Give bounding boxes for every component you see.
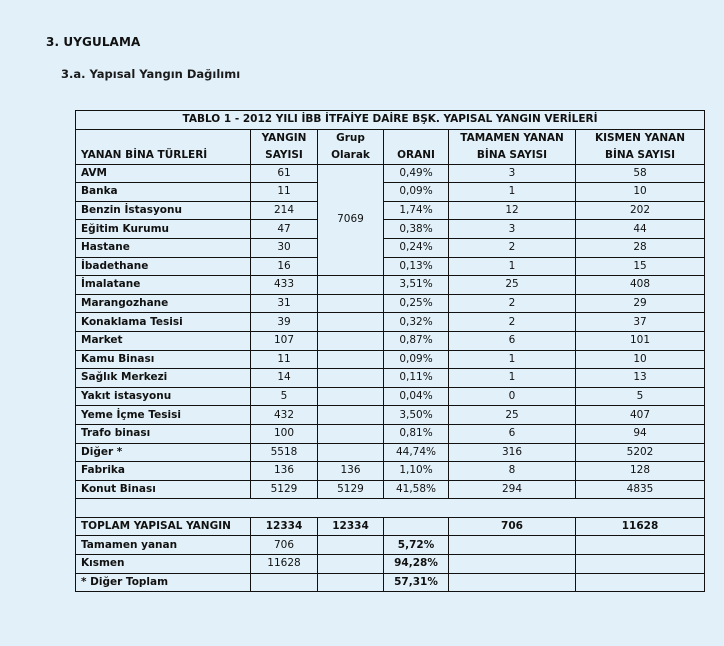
cell-group-merged: 7069 (318, 164, 384, 276)
table-row (76, 480, 705, 499)
header-fully-burned (449, 129, 576, 164)
table-row (76, 369, 705, 388)
summary-fire-count (251, 573, 318, 592)
summary-label: * Diğer Toplam (76, 573, 251, 592)
cell-ratio: 3,50% (384, 406, 449, 425)
total-group: 12334 (318, 517, 384, 536)
summary-group (318, 573, 384, 592)
table-title-row (76, 111, 705, 130)
total-fully-burned: 706 (449, 517, 576, 536)
cell-partially-burned: 15 (576, 257, 705, 276)
cell-partially-burned: 94 (576, 424, 705, 443)
cell-group (318, 369, 384, 388)
total-partially-burned: 11628 (576, 517, 705, 536)
cell-fully-burned: 1 (449, 350, 576, 369)
cell-building-type: Fabrika (76, 462, 251, 481)
table-row (76, 406, 705, 425)
cell-partially-burned: 37 (576, 313, 705, 332)
table-row (76, 350, 705, 369)
summary-partially-burned (576, 573, 705, 592)
cell-ratio: 1,10% (384, 462, 449, 481)
summary-label: Kısmen (76, 555, 251, 574)
table-row (76, 313, 705, 332)
cell-fire-count: 14 (251, 369, 318, 388)
cell-ratio: 0,25% (384, 294, 449, 313)
table-row (76, 443, 705, 462)
header-fire-count-line2: SAYISI (265, 148, 303, 161)
cell-building-type: Yeme İçme Tesisi (76, 406, 251, 425)
cell-building-type: İmalatane (76, 276, 251, 295)
cell-fire-count: 100 (251, 424, 318, 443)
cell-building-type: Sağlık Merkezi (76, 369, 251, 388)
cell-fire-count: 47 (251, 220, 318, 239)
cell-fully-burned: 12 (449, 201, 576, 220)
summary-fully-burned (449, 536, 576, 555)
cell-ratio: 3,51% (384, 276, 449, 295)
cell-fire-count: 61 (251, 164, 318, 183)
header-partially-burned (576, 129, 705, 164)
cell-partially-burned: 128 (576, 462, 705, 481)
table-header-row (76, 129, 705, 164)
spacer-cell (76, 499, 705, 518)
cell-partially-burned: 407 (576, 406, 705, 425)
cell-fully-burned: 1 (449, 369, 576, 388)
cell-partially-burned: 13 (576, 369, 705, 388)
cell-group (318, 313, 384, 332)
summary-fully-burned (449, 573, 576, 592)
cell-fully-burned: 25 (449, 406, 576, 425)
total-label: TOPLAM YAPISAL YANGIN (76, 517, 251, 536)
header-fully-burned-line2: BİNA SAYISI (476, 148, 548, 161)
table-row (76, 220, 705, 239)
table-row (76, 164, 705, 183)
table-row (76, 183, 705, 202)
cell-ratio: 0,81% (384, 424, 449, 443)
cell-fully-burned: 2 (449, 294, 576, 313)
cell-fire-count: 30 (251, 238, 318, 257)
summary-ratio: 57,31% (384, 573, 449, 592)
summary-partially-burned (576, 555, 705, 574)
cell-building-type: Kamu Binası (76, 350, 251, 369)
cell-fire-count: 5518 (251, 443, 318, 462)
cell-partially-burned: 5202 (576, 443, 705, 462)
cell-fire-count: 5 (251, 387, 318, 406)
cell-fire-count: 432 (251, 406, 318, 425)
header-fully-burned-line1: TAMAMEN YANAN (460, 131, 564, 144)
cell-fire-count: 11 (251, 350, 318, 369)
header-group (318, 129, 384, 164)
cell-partially-burned: 5 (576, 387, 705, 406)
cell-ratio: 0,24% (384, 238, 449, 257)
summary-partially-burned (576, 536, 705, 555)
summary-row (76, 555, 705, 574)
header-group-line1: Grup (336, 131, 365, 144)
summary-fire-count: 706 (251, 536, 318, 555)
cell-partially-burned: 101 (576, 331, 705, 350)
summary-group (318, 536, 384, 555)
cell-fire-count: 136 (251, 462, 318, 481)
cell-fire-count: 11 (251, 183, 318, 202)
cell-group (318, 350, 384, 369)
header-ratio: ORANI (384, 129, 449, 164)
cell-ratio: 0,11% (384, 369, 449, 388)
cell-partially-burned: 28 (576, 238, 705, 257)
cell-building-type: Marangozhane (76, 294, 251, 313)
table-row (76, 238, 705, 257)
cell-group: 136 (318, 462, 384, 481)
summary-fully-burned (449, 555, 576, 574)
table-row (76, 462, 705, 481)
cell-partially-burned: 202 (576, 201, 705, 220)
cell-ratio: 0,04% (384, 387, 449, 406)
cell-building-type: Banka (76, 183, 251, 202)
spacer-row (76, 499, 705, 518)
header-partially-burned-line1: KISMEN YANAN (594, 131, 686, 144)
table-row (76, 331, 705, 350)
header-group-line2: Olarak (331, 148, 370, 161)
cell-fully-burned: 2 (449, 313, 576, 332)
table-row (76, 424, 705, 443)
cell-building-type: Diğer * (76, 443, 251, 462)
cell-group (318, 424, 384, 443)
cell-partially-burned: 44 (576, 220, 705, 239)
cell-group (318, 443, 384, 462)
cell-partially-burned: 10 (576, 183, 705, 202)
cell-building-type: Hastane (76, 238, 251, 257)
cell-ratio: 41,58% (384, 480, 449, 499)
cell-fully-burned: 1 (449, 257, 576, 276)
cell-fully-burned: 3 (449, 220, 576, 239)
cell-building-type: Yakıt istasyonu (76, 387, 251, 406)
cell-fully-burned: 3 (449, 164, 576, 183)
cell-fully-burned: 2 (449, 238, 576, 257)
cell-fully-burned: 1 (449, 183, 576, 202)
cell-building-type: Benzin İstasyonu (76, 201, 251, 220)
cell-fully-burned: 8 (449, 462, 576, 481)
cell-group (318, 406, 384, 425)
cell-building-type: İbadethane (76, 257, 251, 276)
summary-ratio: 94,28% (384, 555, 449, 574)
section-heading: 3. UYGULAMA (46, 35, 141, 49)
cell-ratio: 0,38% (384, 220, 449, 239)
cell-ratio: 44,74% (384, 443, 449, 462)
cell-ratio: 1,74% (384, 201, 449, 220)
cell-ratio: 0,09% (384, 350, 449, 369)
cell-fire-count: 214 (251, 201, 318, 220)
summary-label: Tamamen yanan (76, 536, 251, 555)
cell-fully-burned: 25 (449, 276, 576, 295)
summary-fire-count: 11628 (251, 555, 318, 574)
cell-group (318, 387, 384, 406)
cell-ratio: 0,13% (384, 257, 449, 276)
cell-partially-burned: 10 (576, 350, 705, 369)
cell-group (318, 276, 384, 295)
table-row (76, 201, 705, 220)
structural-fire-table (75, 110, 705, 592)
summary-row (76, 573, 705, 592)
summary-ratio: 5,72% (384, 536, 449, 555)
cell-fire-count: 5129 (251, 480, 318, 499)
cell-group: 5129 (318, 480, 384, 499)
cell-group (318, 331, 384, 350)
cell-partially-burned: 58 (576, 164, 705, 183)
cell-partially-burned: 29 (576, 294, 705, 313)
cell-fully-burned: 6 (449, 331, 576, 350)
summary-group (318, 555, 384, 574)
summary-row (76, 536, 705, 555)
header-building-type: YANAN BİNA TÜRLERİ (76, 129, 251, 164)
cell-fully-burned: 6 (449, 424, 576, 443)
cell-fully-burned: 0 (449, 387, 576, 406)
cell-ratio: 0,87% (384, 331, 449, 350)
cell-ratio: 0,09% (384, 183, 449, 202)
cell-building-type: AVM (76, 164, 251, 183)
cell-fully-burned: 316 (449, 443, 576, 462)
table-row (76, 257, 705, 276)
total-row (76, 517, 705, 536)
cell-building-type: Konut Binası (76, 480, 251, 499)
cell-building-type: Konaklama Tesisi (76, 313, 251, 332)
table-row (76, 276, 705, 295)
cell-fire-count: 31 (251, 294, 318, 313)
cell-ratio: 0,49% (384, 164, 449, 183)
cell-building-type: Eğitim Kurumu (76, 220, 251, 239)
cell-group (318, 294, 384, 313)
subsection-heading: 3.a. Yapısal Yangın Dağılımı (61, 67, 241, 81)
cell-partially-burned: 4835 (576, 480, 705, 499)
table-row (76, 387, 705, 406)
cell-ratio: 0,32% (384, 313, 449, 332)
table-title: TABLO 1 - 2012 YILI İBB İTFAİYE DAİRE BŞK. YAPISAL YANGIN VERİLERİ (76, 111, 705, 130)
total-ratio (384, 517, 449, 536)
cell-building-type: Market (76, 331, 251, 350)
cell-fire-count: 39 (251, 313, 318, 332)
cell-fire-count: 107 (251, 331, 318, 350)
header-partially-burned-line2: BİNA SAYISI (604, 148, 676, 161)
header-fire-count-line1: YANGIN (261, 131, 307, 144)
header-fire-count (251, 129, 318, 164)
cell-fully-burned: 294 (449, 480, 576, 499)
cell-fire-count: 433 (251, 276, 318, 295)
cell-fire-count: 16 (251, 257, 318, 276)
table-row (76, 294, 705, 313)
cell-partially-burned: 408 (576, 276, 705, 295)
total-fire-count: 12334 (251, 517, 318, 536)
cell-building-type: Trafo binası (76, 424, 251, 443)
